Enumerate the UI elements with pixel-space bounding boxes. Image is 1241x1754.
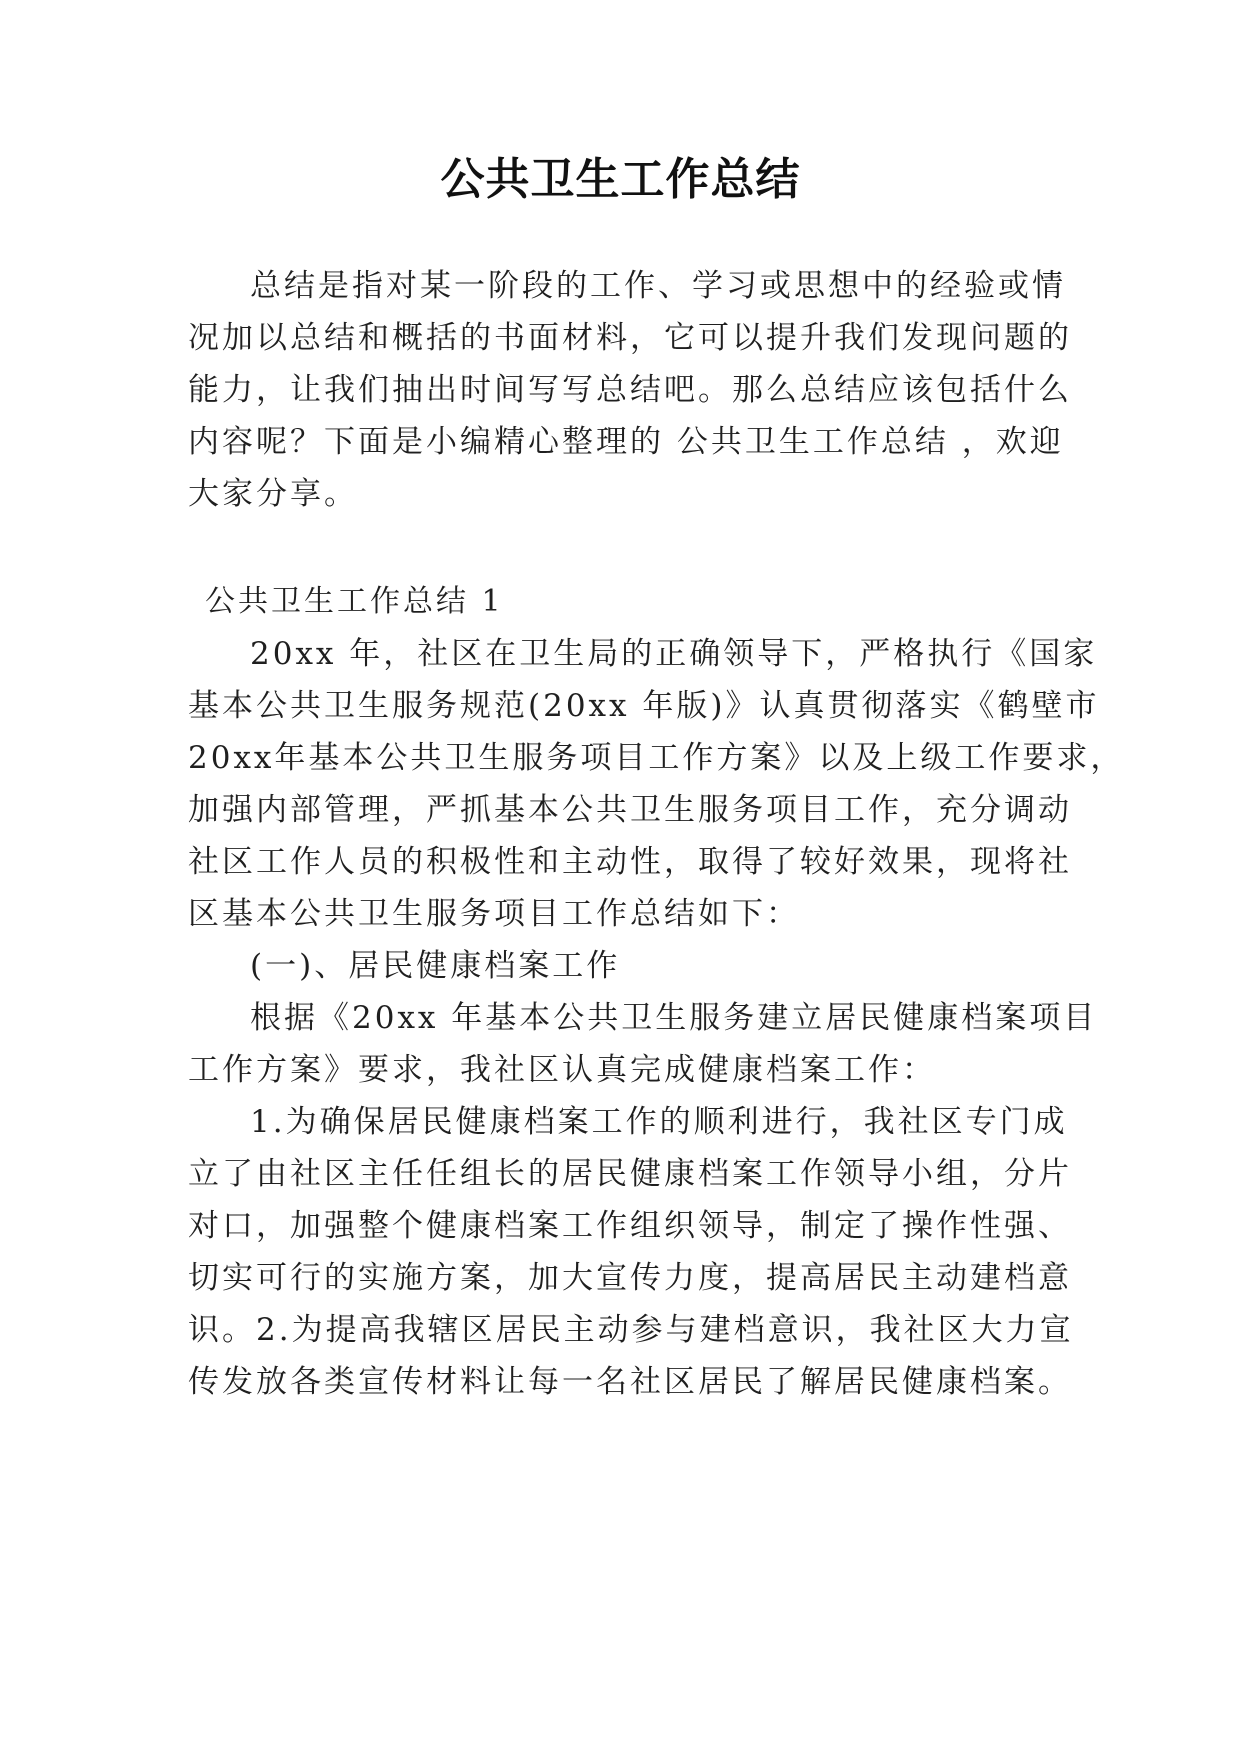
body-line: 区基本公共卫生服务项目工作总结如下： — [188, 896, 800, 932]
intro-line: 总结是指对某一阶段的工作、学习或思想中的经验或情 — [250, 268, 1066, 304]
body-line: 立了由社区主任任组长的居民健康档案工作领导小组，分片 — [188, 1156, 1072, 1192]
body-line: 基本公共卫生服务规范(20xx 年版)》认真贯彻落实《鹤壁市 — [188, 688, 1100, 724]
body-line: 根据《20xx 年基本公共卫生服务建立居民健康档案项目 — [250, 1000, 1098, 1036]
body-line: 对口，加强整个健康档案工作组织领导，制定了操作性强、 — [188, 1208, 1072, 1244]
body-line: 加强内部管理，严抓基本公共卫生服务项目工作，充分调动 — [188, 792, 1072, 828]
body-line: 20xx 年，社区在卫生局的正确领导下，严格执行《国家 — [250, 636, 1098, 672]
intro-line: 内容呢？下面是小编精心整理的 公共卫生工作总结 ，欢迎 — [188, 424, 1064, 460]
body-line: 工作方案》要求，我社区认真完成健康档案工作： — [188, 1052, 936, 1088]
intro-line: 能力，让我们抽出时间写写总结吧。那么总结应该包括什么 — [188, 372, 1072, 408]
body-line: 1.为确保居民健康档案工作的顺利进行，我社区专门成 — [250, 1104, 1068, 1140]
body-line: 社区工作人员的积极性和主动性，取得了较好效果，现将社 — [188, 844, 1072, 880]
subsection-heading: (一)、居民健康档案工作 — [250, 948, 621, 984]
body-line: 识。2.为提高我辖区居民主动参与建档意识，我社区大力宣 — [188, 1312, 1074, 1348]
intro-line: 况加以总结和概括的书面材料，它可以提升我们发现问题的 — [188, 320, 1072, 356]
body-line: 切实可行的实施方案，加大宣传力度，提高居民主动建档意 — [188, 1260, 1072, 1296]
intro-line: 大家分享。 — [188, 476, 358, 512]
body-line: 传发放各类宣传材料让每一名社区居民了解居民健康档案。 — [188, 1364, 1072, 1400]
document-title: 公共卫生工作总结 — [440, 154, 801, 205]
body-line: 20xx年基本公共卫生服务项目工作方案》以及上级工作要求， — [188, 740, 1125, 776]
section-heading: 公共卫生工作总结 1 — [205, 584, 504, 619]
